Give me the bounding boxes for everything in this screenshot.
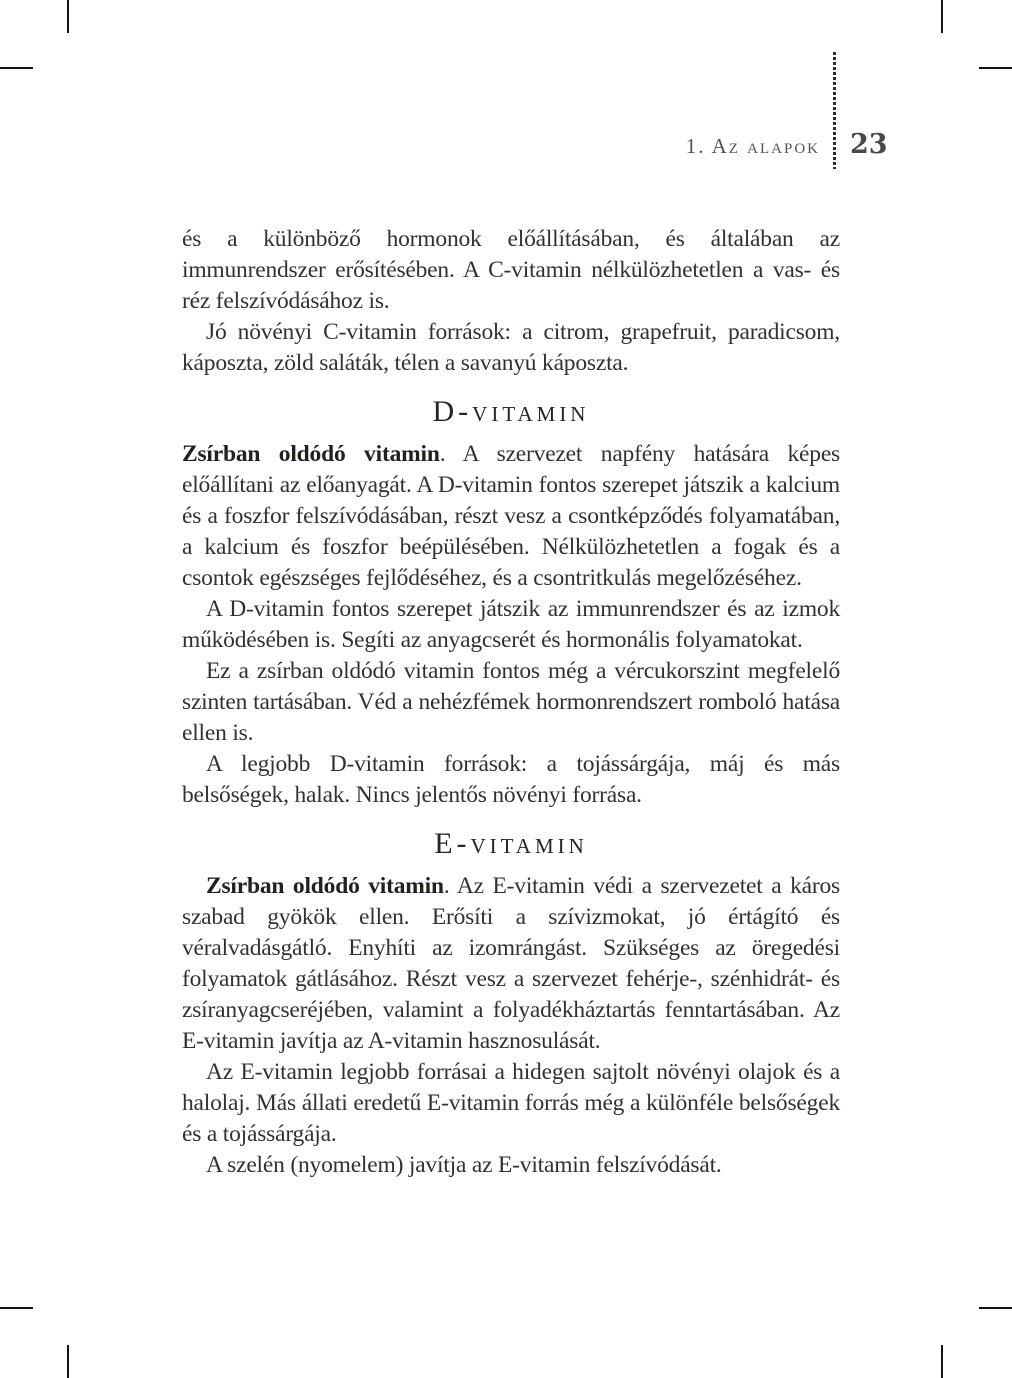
section-heading: D-vitamin <box>432 395 590 428</box>
paragraph-bold-lead: Zsírban oldódó vitamin <box>182 441 440 467</box>
header-dotted-rule <box>833 52 836 169</box>
crop-mark-top-left-vertical <box>67 0 69 33</box>
paragraph-bold-lead: Zsírban oldódó vitamin <box>206 873 444 899</box>
body-paragraph: A D-vitamin fontos szerepet játszik az immunrendszer és az izmok működésében is. Segíti az anyagcserét és hormonális folyamatokat. <box>182 596 840 653</box>
crop-mark-bottom-right-horizontal <box>979 1307 1012 1309</box>
section-heading: E-vitamin <box>434 827 588 860</box>
body-paragraph: Zsírban oldódó vitamin. A szervezet napfény hatására képes előállítani az előanyagát. A D-vitamin fontos szerepet játszik a kalcium és a foszfor felszívódásában, részt vesz a csontképződés folyamatában, a kalcium és foszfor beépülésében. Nélkülözhetetlen a fogak és a csontok egészséges fejlődéséhez, és a csontritkulás megelőzéséhez. <box>182 441 841 591</box>
crop-mark-top-right-horizontal <box>979 67 1012 69</box>
body-paragraph: A legjobb D-vitamin források: a tojássárgája, máj és más belsőségek, halak. Nincs jelentős növényi forrása. <box>182 751 840 808</box>
crop-mark-top-left-horizontal <box>0 67 33 69</box>
body-paragraph: Jó növényi C-vitamin források: a citrom, grapefruit, paradicsom, káposzta, zöld saláták, télen a savanyú káposzta. <box>182 319 840 376</box>
body-paragraph: Az E-vitamin legjobb forrásai a hidegen sajtolt növényi olajok és a halolaj. Más állati eredetű E-vitamin forrás még a különféle belsőségek és a tojássárgája. <box>182 1059 840 1147</box>
body-paragraph: és a különböző hormonok előállításában, és általában az immunrendszer erősítésében. A C-vitamin nélkülözhetetlen a vas- és réz felszívódásához is. <box>182 226 840 314</box>
page-number: 23 <box>850 129 888 160</box>
crop-mark-top-right-vertical <box>941 0 943 33</box>
page-body-text <box>182 224 840 1181</box>
body-paragraph: Zsírban oldódó vitamin. Az E-vitamin védi a szervezetet a káros szabad gyökök ellen. Erősíti a szívizmokat, jó értágító és véralvadásgátló. Enyhíti az izomrángást. Szükséges az öregedési folyamatok gátlásához. Részt vesz a szervezet fehérje-, szénhidrát- és zsíranyagcseréjében, valamint a folyadékháztartás fenntartásában. Az E-vitamin javítja az A-vitamin hasznosulását. <box>182 873 840 1054</box>
body-paragraph: A szelén (nyomelem) javítja az E-vitamin felszívódását. <box>206 1152 722 1178</box>
body-paragraph: Ez a zsírban oldódó vitamin fontos még a vércukorszint megfelelő szinten tartásában. Véd a nehézfémek hormonrendszert romboló hatása ellen is. <box>182 658 840 746</box>
crop-mark-bottom-right-vertical <box>941 1345 943 1378</box>
running-head: 1. Az alapok <box>685 134 820 158</box>
crop-mark-bottom-left-horizontal <box>0 1307 33 1309</box>
crop-mark-bottom-left-vertical <box>67 1345 69 1378</box>
